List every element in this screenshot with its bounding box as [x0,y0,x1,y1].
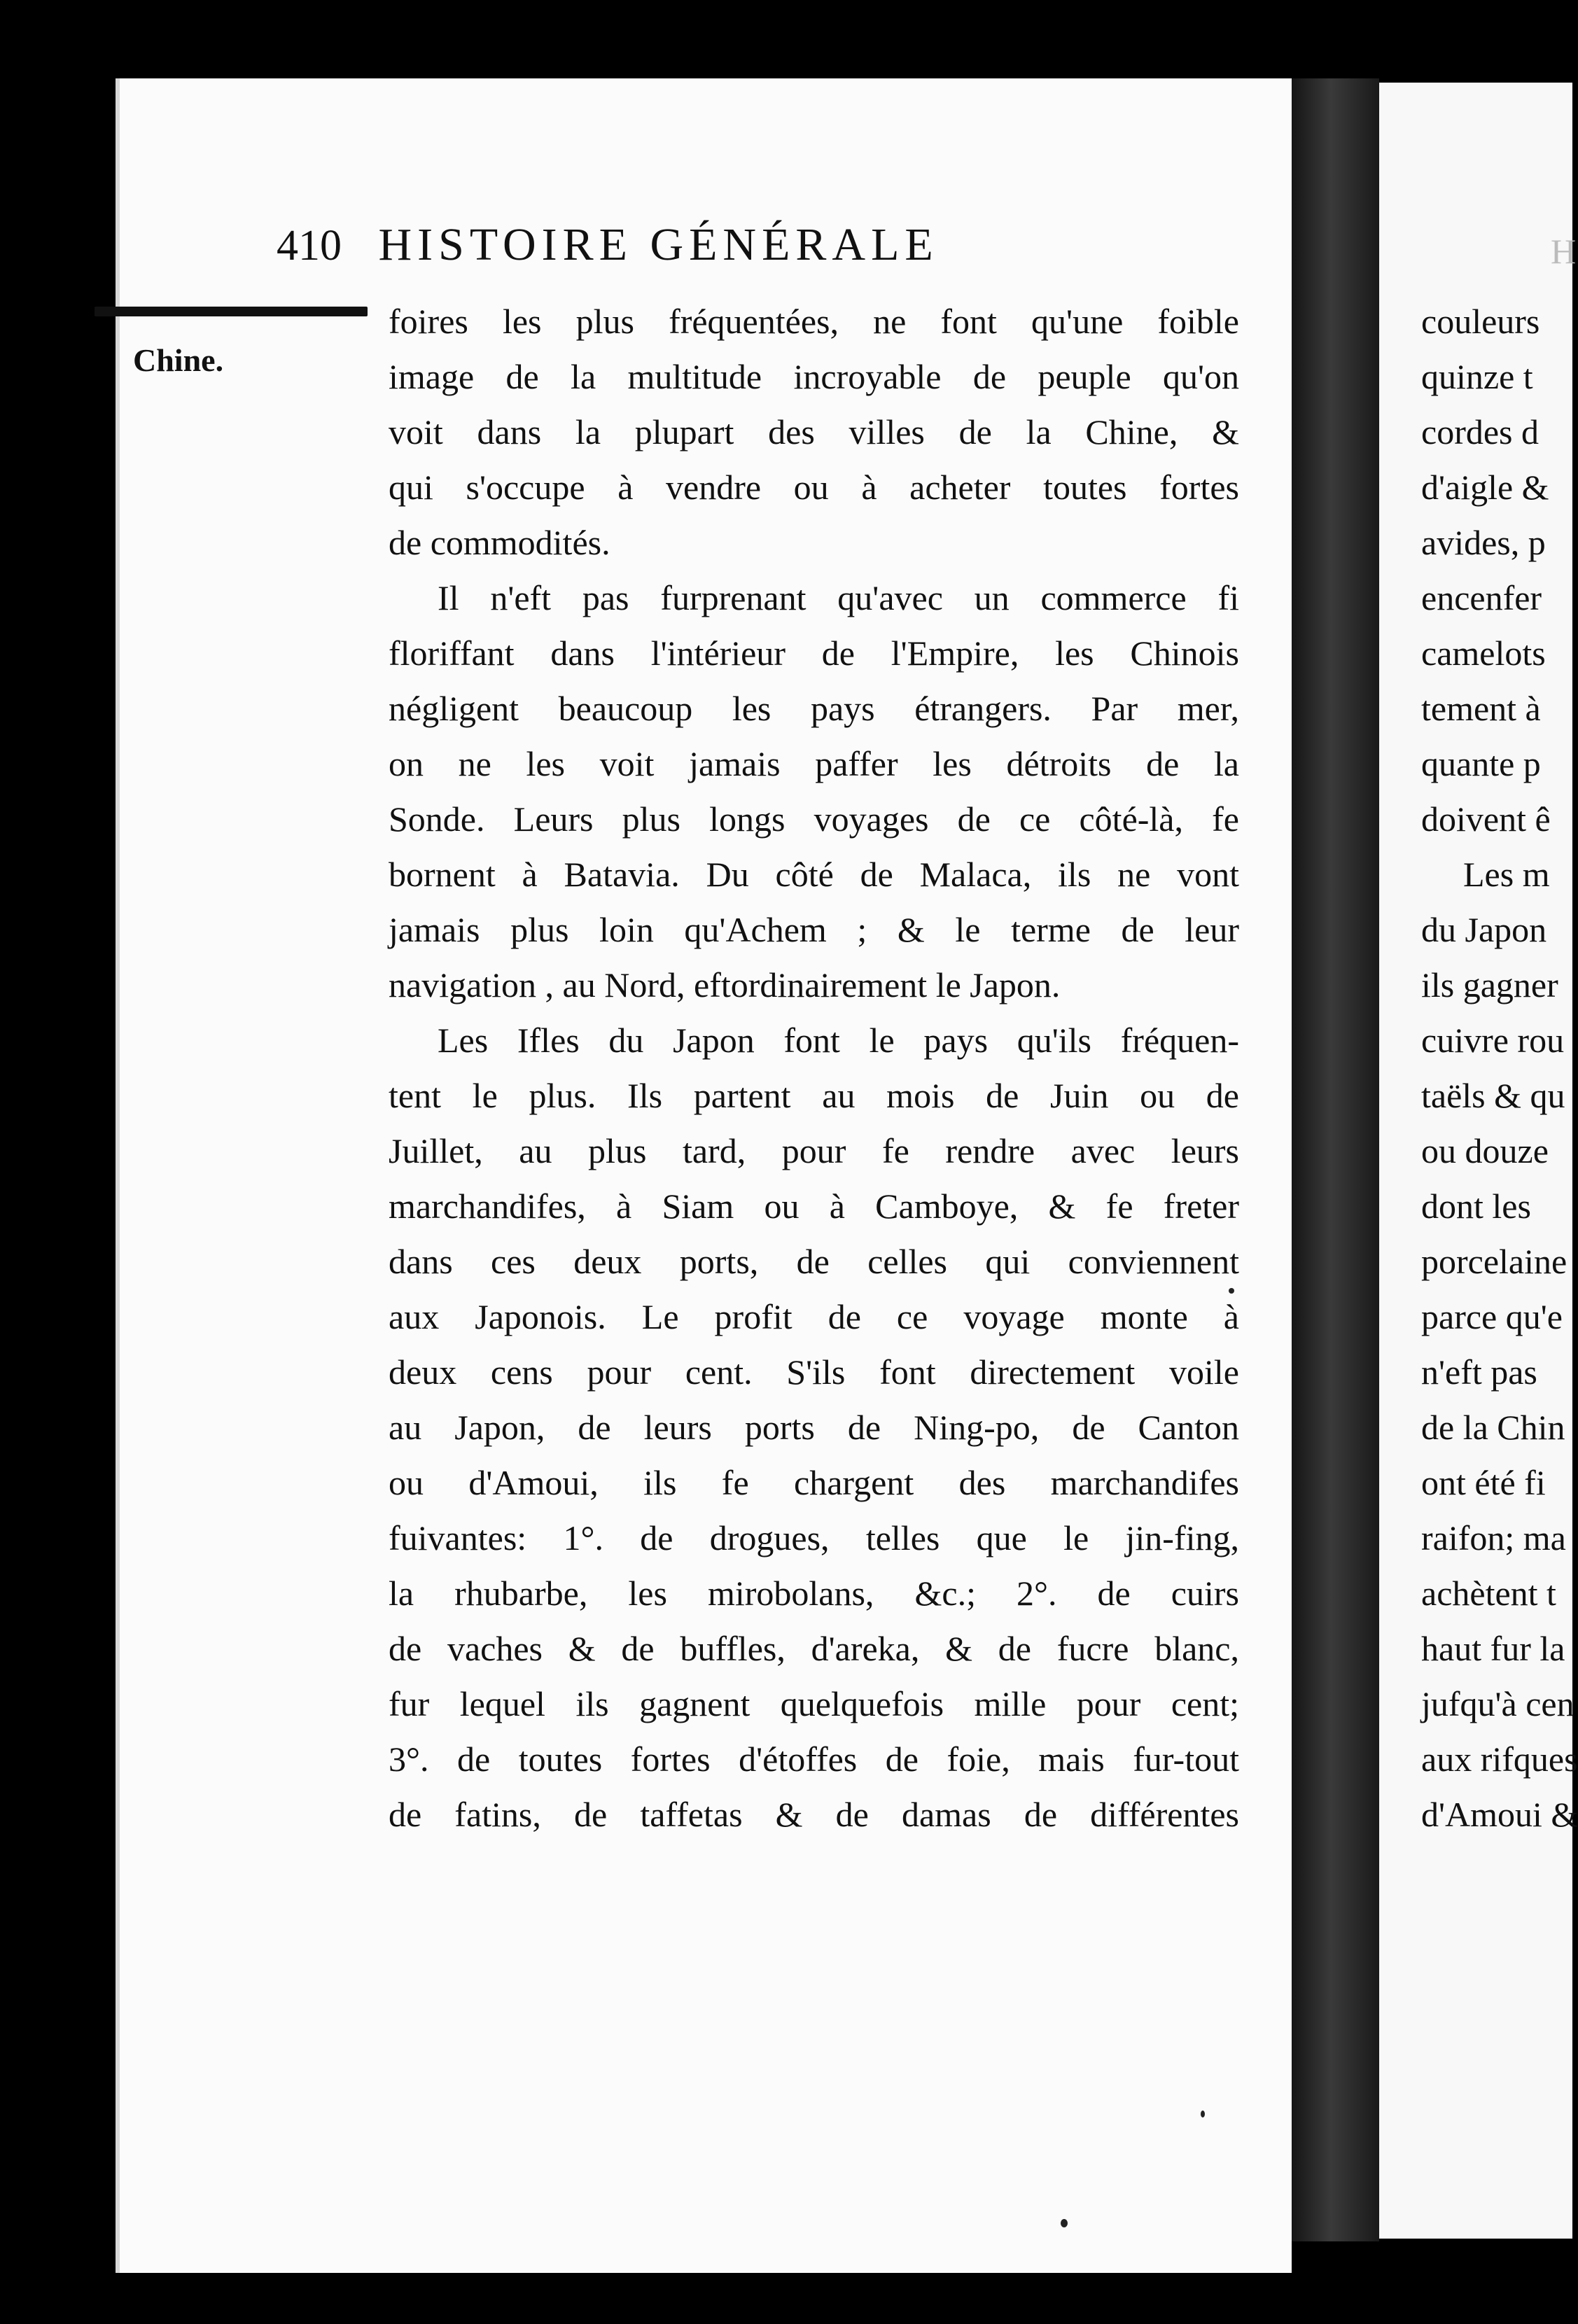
text-line: Sonde. Leurs plus longs voyages de ce côté-là, fe [389,799,1239,839]
right-text-line: n'eft pas [1421,1352,1537,1392]
right-text-line: aux rifques [1421,1740,1578,1779]
right-text-line: d'aigle & [1421,468,1549,507]
text-line: fuivantes: 1°. de drogues, telles que le jin-fing, [389,1518,1239,1558]
right-text-line: quinze t [1421,357,1533,396]
margin-rule [95,307,368,316]
right-text-line: taëls & qu [1421,1076,1565,1115]
right-text-line: dont les [1421,1186,1531,1226]
text-line: deux cens pour cent. S'ils font directement voile [389,1352,1239,1392]
right-text-line: tement à [1421,689,1541,728]
text-line: 3°. de toutes fortes d'étoffes de foie, mais fur-tout [389,1740,1239,1779]
right-text-line: camelots [1421,634,1546,673]
text-line: la rhubarbe, les mirobolans, &c.; 2°. de cuirs [389,1574,1239,1613]
right-text-line: de la Chin [1421,1408,1565,1447]
right-text-line: doivent ê [1421,799,1551,839]
text-line: qui s'occupe à vendre ou à acheter toutes fortes [389,468,1239,507]
text-line: foires les plus fréquentées, ne font qu'une foible [389,302,1239,341]
right-text-line: encenfer [1421,578,1542,617]
right-text-line: ils gagner [1421,965,1558,1004]
scan-speck [1201,2110,1205,2118]
right-text-line: raifon; ma [1421,1518,1566,1558]
text-line: voit dans la plupart des villes de la Chine, & [389,412,1239,451]
text-line: image de la multitude incroyable de peuple qu'on [389,357,1239,396]
right-text-line: cordes d [1421,412,1539,451]
text-line: de fatins, de taffetas & de damas de différentes [389,1795,1239,1834]
text-line: floriffant dans l'intérieur de l'Empire, les Chinois [389,634,1239,673]
text-line: Il n'eft pas furprenant qu'avec un commerce fi [438,578,1239,617]
text-line: navigation , au Nord, eftordinairement le Japon. [389,965,1061,1004]
right-text-line: Les m [1463,855,1550,894]
text-line: ou d'Amoui, ils fe chargent des marchandifes [389,1463,1239,1502]
text-line: négligent beaucoup les pays étrangers. Par mer, [389,689,1239,728]
running-header [277,218,939,272]
running-title: HISTOIRE GÉNÉRALE [378,219,939,270]
text-line: Les Ifles du Japon font le pays qu'ils fréquen- [438,1021,1239,1060]
text-line: jamais plus loin qu'Achem ; & le terme de leur [389,910,1239,949]
right-text-line: parce qu'e [1421,1297,1563,1336]
right-text-line: avides, p [1421,523,1546,562]
right-text-line: achètent t [1421,1574,1556,1613]
page-number: 410 [277,222,342,270]
text-line: aux Japonois. Le profit de ce voyage monte à [389,1297,1239,1336]
body-text [389,294,1239,1842]
right-text-line: couleurs [1421,302,1540,341]
text-line: marchandifes, à Siam ou à Camboye, & fe freter [389,1186,1239,1226]
right-text-line: quante p [1421,744,1541,783]
text-line: dans ces deux ports, de celles qui conviennent [389,1242,1239,1281]
text-line: on ne les voit jamais paffer les détroits de la [389,744,1239,783]
book-gutter [1292,78,1379,2241]
scan-speck [1229,1288,1234,1294]
right-text-line: ou douze [1421,1131,1549,1170]
right-text-line: cuivre rou [1421,1021,1565,1060]
text-line: bornent à Batavia. Du côté de Malaca, ils ne vont [389,855,1239,894]
scan-speck [1061,2219,1068,2227]
right-text-line: porcelaine [1421,1242,1567,1281]
right-text-line: jufqu'à cen [1421,1684,1574,1723]
right-page-text [1421,294,1578,1842]
right-text-line: du Japon [1421,910,1547,949]
margin-note: Chine. [133,342,224,378]
right-text-line: d'Amoui & [1421,1795,1578,1834]
right-page-header-fragment: H [1551,232,1577,271]
right-text-line: ont été fi [1421,1463,1546,1502]
text-line: tent le plus. Ils partent au mois de Juin ou de [389,1076,1239,1115]
text-line: au Japon, de leurs ports de Ning-po, de Canton [389,1408,1239,1447]
text-line: fur lequel ils gagnent quelquefois mille pour cent; [389,1684,1239,1723]
text-line: de commodités. [389,523,610,562]
text-line: Juillet, au plus tard, pour fe rendre avec leurs [389,1131,1239,1170]
text-line: de vaches & de buffles, d'areka, & de fucre blanc, [389,1629,1239,1668]
right-text-line: haut fur la [1421,1629,1565,1668]
